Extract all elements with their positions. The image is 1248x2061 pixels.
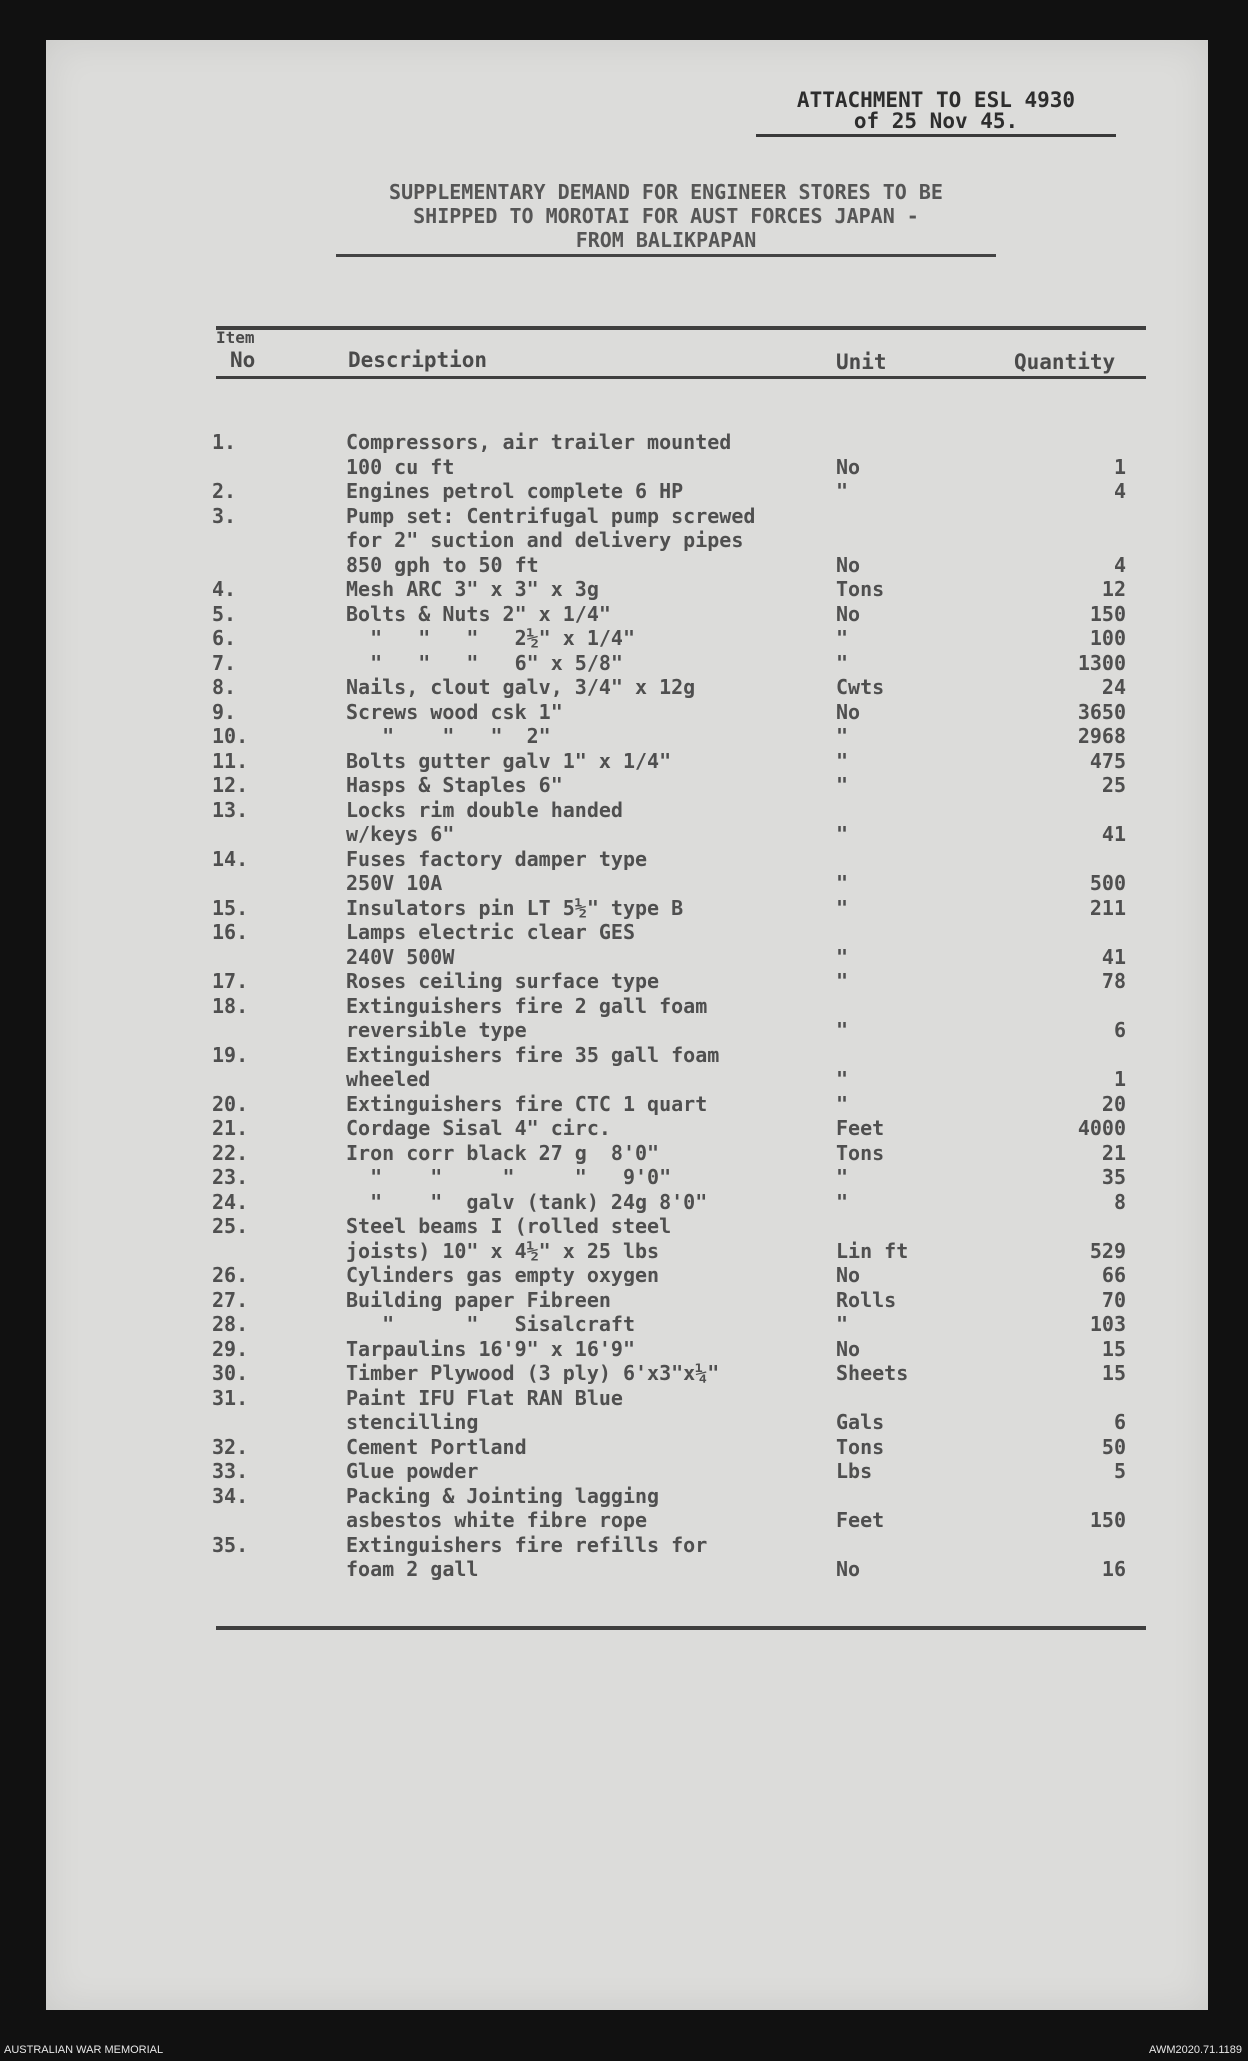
list-item	[46, 920, 1208, 969]
item-description-line: Hasps & Staples 6"	[346, 773, 563, 797]
item-quantity: 24	[1101, 675, 1126, 699]
item-number: 29.	[212, 1336, 249, 1361]
item-number: 3.	[212, 503, 237, 528]
item-unit: "	[836, 724, 849, 748]
item-unit: "	[836, 1189, 849, 1214]
item-description	[346, 1288, 846, 1313]
archive-reference: AWM2020.71.1189	[1149, 2044, 1242, 2056]
list-item	[46, 1116, 1208, 1141]
item-description	[346, 602, 846, 627]
item-description-line: Bolts gutter galv 1" x 1/4"	[346, 748, 672, 773]
item-description-line: Pump set: Centrifugal pump screwed	[346, 503, 756, 528]
list-item	[46, 577, 1208, 602]
item-description-line: Cordage Sisal 4" circ.	[346, 1116, 611, 1140]
item-description-line: Bolts & Nuts 2" x 1/4"	[346, 601, 611, 626]
item-unit: Tons	[836, 577, 885, 601]
item-description	[346, 969, 846, 994]
item-quantity: 103	[1089, 1312, 1126, 1336]
list-item	[46, 675, 1208, 700]
item-quantity: 66	[1101, 1263, 1126, 1287]
item-description-line: 100 cu ft	[346, 454, 455, 479]
item-unit: "	[836, 650, 849, 675]
item-unit: "	[836, 895, 849, 920]
item-description	[346, 1141, 846, 1166]
attachment-line-2: of 25 Nov 45.	[756, 111, 1116, 137]
item-unit: No	[836, 552, 861, 577]
item-number: 27.	[212, 1287, 249, 1312]
item-quantity: 41	[1101, 822, 1126, 846]
item-description-line: w/keys 6"	[346, 822, 455, 846]
item-unit: "	[836, 1067, 849, 1091]
item-number: 8.	[212, 675, 237, 699]
item-number: 28.	[212, 1312, 249, 1336]
document-title	[316, 180, 1016, 257]
item-description-line: Mesh ARC 3" x 3" x 3g	[346, 577, 599, 601]
item-description-line: " " galv (tank) 24g 8'0"	[346, 1189, 708, 1214]
list-item	[46, 1337, 1208, 1362]
list-item	[46, 1288, 1208, 1313]
item-unit: No	[836, 1263, 861, 1287]
list-item	[46, 1165, 1208, 1190]
item-description	[346, 700, 846, 725]
item-description	[346, 1533, 846, 1582]
item-description-line: Nails, clout galv, 3/4" x 12g	[346, 675, 696, 699]
item-description	[346, 1165, 846, 1190]
item-description	[346, 504, 846, 578]
item-description-line: Steel beams I (rolled steel	[346, 1214, 672, 1238]
item-description	[346, 724, 846, 749]
item-description	[346, 1459, 846, 1484]
item-quantity: 1	[1113, 454, 1126, 479]
item-number: 34.	[212, 1483, 249, 1508]
item-description-line: Iron corr black 27 g 8'0"	[346, 1140, 660, 1165]
title-line-1: SUPPLEMENTARY DEMAND FOR ENGINEER STORES TO BE	[389, 180, 943, 204]
item-unit: "	[836, 871, 849, 895]
item-description-line: stencilling	[346, 1410, 479, 1434]
item-quantity: 4	[1113, 552, 1126, 577]
item-number: 22.	[212, 1140, 249, 1165]
item-unit: "	[836, 1018, 849, 1042]
item-number: 33.	[212, 1459, 249, 1483]
item-description-line: " " " 2"	[346, 724, 551, 748]
item-quantity: 100	[1089, 626, 1126, 650]
item-quantity: 25	[1101, 773, 1126, 797]
item-description-line: Building paper Fibreen	[346, 1287, 611, 1312]
list-item	[46, 1435, 1208, 1460]
item-unit: Feet	[836, 1508, 885, 1532]
item-description-line: Paint IFU Flat RAN Blue	[346, 1385, 623, 1410]
item-description-line: " " Sisalcraft	[346, 1312, 635, 1336]
item-number: 9.	[212, 699, 237, 724]
item-unit: No	[836, 1336, 861, 1361]
item-quantity: 35	[1101, 1165, 1126, 1189]
item-unit: Gals	[836, 1410, 885, 1434]
item-description-line: " " " " 9'0"	[346, 1165, 672, 1189]
item-number: 30.	[212, 1361, 249, 1385]
item-description-line: joists) 10" x 4½" x 25 lbs	[346, 1238, 660, 1263]
list-item	[46, 1263, 1208, 1288]
item-unit: Rolls	[836, 1287, 897, 1312]
item-description-line: asbestos white fibre rope	[346, 1508, 648, 1532]
item-quantity: 15	[1101, 1336, 1126, 1361]
item-description	[346, 1263, 846, 1288]
item-description-line: Screws wood csk 1"	[346, 699, 563, 724]
item-quantity: 5	[1113, 1459, 1126, 1483]
item-quantity: 1	[1113, 1067, 1126, 1091]
item-unit: "	[836, 822, 849, 846]
item-description	[346, 847, 846, 896]
item-quantity: 70	[1101, 1287, 1126, 1312]
item-description	[346, 651, 846, 676]
item-description	[346, 1484, 846, 1533]
item-description-line: Tarpaulins 16'9" x 16'9"	[346, 1336, 635, 1361]
list-item	[46, 749, 1208, 774]
item-description	[346, 626, 846, 651]
item-unit: Tons	[836, 1140, 885, 1165]
item-number: 7.	[212, 650, 237, 675]
item-unit: No	[836, 699, 861, 724]
item-unit: Feet	[836, 1116, 885, 1140]
item-quantity: 4	[1113, 479, 1126, 503]
item-description-line: Timber Plywood (3 ply) 6'x3"x¼"	[346, 1361, 720, 1385]
list-item	[46, 1361, 1208, 1386]
list-item	[46, 1459, 1208, 1484]
item-number: 17.	[212, 969, 249, 993]
item-description	[346, 1337, 846, 1362]
list-item	[46, 1214, 1208, 1263]
list-item	[46, 969, 1208, 994]
item-unit: "	[836, 969, 849, 993]
item-description	[346, 798, 846, 847]
list-item	[46, 1141, 1208, 1166]
item-description-line: wheeled	[346, 1067, 431, 1091]
item-description-line: Lamps electric clear GES	[346, 920, 635, 944]
attachment-line-1: ATTACHMENT TO ESL 4930	[796, 88, 1076, 112]
item-description-line: Extinguishers fire 2 gall foam	[346, 993, 708, 1018]
item-number: 25.	[212, 1214, 249, 1238]
item-description-line: Compressors, air trailer mounted	[346, 430, 732, 454]
item-description	[346, 920, 846, 969]
document-page	[46, 40, 1208, 2010]
item-unit: "	[836, 944, 849, 969]
item-description	[346, 1435, 846, 1460]
item-quantity: 529	[1089, 1238, 1126, 1263]
item-quantity: 2968	[1077, 724, 1126, 748]
list-item	[46, 602, 1208, 627]
item-unit: "	[836, 479, 849, 503]
item-number: 15.	[212, 895, 249, 920]
item-description-line: Insulators pin LT 5½" type B	[346, 895, 684, 920]
list-item	[46, 479, 1208, 504]
item-quantity: 475	[1089, 748, 1126, 773]
table-top-rule	[216, 326, 1146, 330]
item-unit: No	[836, 601, 861, 626]
header-no: No	[230, 348, 256, 372]
item-quantity: 12	[1101, 577, 1126, 601]
item-description-line: 850 gph to 50 ft	[346, 552, 539, 577]
header-item: Item	[216, 328, 255, 347]
item-quantity: 150	[1089, 1508, 1126, 1532]
item-number: 13.	[212, 797, 249, 822]
item-quantity: 500	[1089, 871, 1126, 895]
list-item	[46, 700, 1208, 725]
item-description-line: Glue powder	[346, 1459, 479, 1483]
list-item	[46, 626, 1208, 651]
item-description	[346, 479, 846, 504]
archive-label: AUSTRALIAN WAR MEMORIAL	[4, 2044, 164, 2056]
item-description	[346, 773, 846, 798]
item-description	[346, 994, 846, 1043]
item-description-line: for 2" suction and delivery pipes	[346, 528, 744, 552]
list-item	[46, 1533, 1208, 1582]
item-description	[346, 1092, 846, 1117]
header-unit: Unit	[836, 350, 887, 374]
item-quantity: 50	[1101, 1434, 1126, 1459]
item-number: 5.	[212, 601, 237, 626]
list-item	[46, 504, 1208, 578]
item-unit: No	[836, 1557, 861, 1581]
item-description-line: " " " 6" x 5/8"	[346, 650, 623, 675]
item-number: 10.	[212, 724, 249, 748]
item-description-line: Fuses factory damper type	[346, 846, 648, 871]
table-header-rule	[216, 376, 1146, 379]
item-number: 2.	[212, 479, 237, 503]
attachment-reference	[756, 90, 1116, 137]
item-quantity: 6	[1113, 1410, 1126, 1434]
item-unit: "	[836, 626, 849, 650]
item-number: 1.	[212, 430, 237, 454]
item-number: 16.	[212, 920, 249, 944]
item-number: 26.	[212, 1263, 249, 1287]
item-quantity: 3650	[1077, 699, 1126, 724]
item-description	[346, 1190, 846, 1215]
item-description-line: Extinguishers fire 35 gall foam	[346, 1042, 720, 1067]
item-quantity: 1300	[1077, 650, 1126, 675]
item-description	[346, 1386, 846, 1435]
items-list	[46, 430, 1208, 1582]
item-description-line: Engines petrol complete 6 HP	[346, 479, 684, 503]
list-item	[46, 1190, 1208, 1215]
item-unit: Cwts	[836, 675, 885, 699]
item-quantity: 150	[1089, 601, 1126, 626]
item-description	[346, 577, 846, 602]
item-description-line: Extinguishers fire CTC 1 quart	[346, 1091, 708, 1116]
item-number: 14.	[212, 846, 249, 871]
item-description-line: foam 2 gall	[346, 1557, 479, 1581]
item-quantity: 8	[1113, 1189, 1126, 1214]
item-quantity: 16	[1101, 1557, 1126, 1581]
item-number: 4.	[212, 577, 237, 601]
item-description	[346, 430, 846, 479]
title-line-3: FROM BALIKPAPAN	[575, 228, 757, 252]
header-quantity: Quantity	[1014, 350, 1116, 374]
item-unit: Tons	[836, 1434, 885, 1459]
item-description	[346, 1361, 846, 1386]
item-quantity: 78	[1101, 969, 1126, 993]
item-description-line: Packing & Jointing lagging	[346, 1483, 660, 1508]
item-number: 32.	[212, 1434, 249, 1459]
item-description	[346, 675, 846, 700]
list-item	[46, 994, 1208, 1043]
item-description	[346, 896, 846, 921]
list-item	[46, 1092, 1208, 1117]
item-description-line: 240V 500W	[346, 944, 455, 969]
header-description: Description	[348, 348, 488, 372]
list-item	[46, 1043, 1208, 1092]
item-description-line: Locks rim double handed	[346, 797, 623, 822]
list-item	[46, 1312, 1208, 1337]
item-description-line: 250V 10A	[346, 871, 443, 895]
item-unit: "	[836, 1312, 849, 1336]
item-description-line: Roses ceiling surface type	[346, 969, 660, 993]
item-quantity: 211	[1089, 895, 1126, 920]
list-item	[46, 651, 1208, 676]
item-unit: "	[836, 773, 849, 797]
item-quantity: 21	[1101, 1140, 1126, 1165]
item-number: 12.	[212, 773, 249, 797]
item-description-line: Cement Portland	[346, 1434, 527, 1459]
item-number: 6.	[212, 626, 237, 650]
list-item	[46, 430, 1208, 479]
item-description-line: Cylinders gas empty oxygen	[346, 1263, 660, 1287]
item-unit: Sheets	[836, 1361, 909, 1385]
item-unit: "	[836, 1165, 849, 1189]
item-number: 11.	[212, 748, 249, 773]
item-number: 31.	[212, 1385, 249, 1410]
item-number: 20.	[212, 1091, 249, 1116]
item-quantity: 20	[1101, 1091, 1126, 1116]
item-description	[346, 1312, 846, 1337]
list-item	[46, 1386, 1208, 1435]
item-description	[346, 1043, 846, 1092]
table-bottom-rule	[216, 1626, 1146, 1630]
item-description-line: Extinguishers fire refills for	[346, 1532, 708, 1557]
list-item	[46, 1484, 1208, 1533]
item-description	[346, 749, 846, 774]
item-unit: "	[836, 748, 849, 773]
item-quantity: 41	[1101, 944, 1126, 969]
item-number: 24.	[212, 1189, 249, 1214]
title-underline	[336, 254, 996, 257]
item-quantity: 4000	[1077, 1116, 1126, 1140]
item-unit: "	[836, 1091, 849, 1116]
list-item	[46, 773, 1208, 798]
list-item	[46, 798, 1208, 847]
list-item	[46, 896, 1208, 921]
item-description	[346, 1116, 846, 1141]
title-line-2: SHIPPED TO MOROTAI FOR AUST FORCES JAPAN -	[413, 204, 919, 228]
item-number: 35.	[212, 1532, 249, 1557]
list-item	[46, 847, 1208, 896]
item-description	[346, 1214, 846, 1263]
item-unit: No	[836, 454, 861, 479]
item-unit: Lin ft	[836, 1238, 909, 1263]
item-quantity: 6	[1113, 1018, 1126, 1042]
item-description-line: " " " 2½" x 1/4"	[346, 626, 635, 650]
item-number: 23.	[212, 1165, 249, 1189]
list-item	[46, 724, 1208, 749]
item-unit: Lbs	[836, 1459, 873, 1483]
item-description-line: reversible type	[346, 1018, 527, 1042]
item-number: 19.	[212, 1042, 249, 1067]
item-quantity: 15	[1101, 1361, 1126, 1385]
item-number: 18.	[212, 993, 249, 1018]
item-number: 21.	[212, 1116, 249, 1140]
